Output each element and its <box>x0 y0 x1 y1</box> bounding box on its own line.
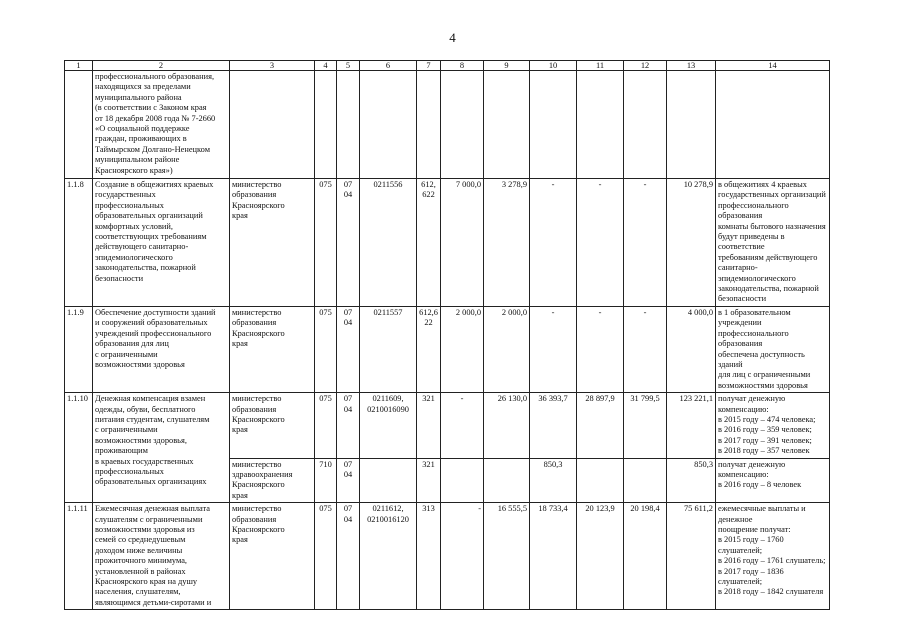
cell-result-line: в 2016 году – 8 человек <box>718 480 802 490</box>
cell-description-line: законодательства, пожарной <box>95 263 196 273</box>
header-row <box>65 61 830 71</box>
cell-administrator-line: Красноярского <box>232 328 285 338</box>
cell-administrator-line: образования <box>232 404 277 414</box>
cell-administrator-line: края <box>232 211 248 221</box>
cell-description-line: Таймырском Долгано-Ненецком <box>95 144 210 154</box>
cell-total: 4 000,0 <box>667 306 716 392</box>
cell-target-article-line: 0211609, <box>372 394 404 404</box>
cell-2014: 7 000,0 <box>441 179 484 307</box>
cell-result <box>716 503 830 610</box>
cell-description <box>93 393 230 503</box>
cell-col-10 <box>530 71 577 179</box>
cell-result-line: в 2018 году – 1842 слушателя <box>718 587 824 597</box>
cell-section-code: 07 04 <box>337 179 360 307</box>
cell-result-line: законодательства, пожарной <box>718 284 819 294</box>
cell-description-line: Ежемесячная денежная выплата <box>95 504 210 514</box>
cell-2016: 18 733,4 <box>530 503 577 610</box>
cell-expense-type <box>417 503 441 610</box>
cell-2015: 16 555,5 <box>484 503 530 610</box>
cell-description-line: «О социальной поддержке <box>95 124 190 134</box>
cell-description <box>93 71 230 179</box>
cell-col-9 <box>484 71 530 179</box>
cell-description-line: с ограниченными <box>95 425 158 435</box>
cell-administrator-line: министерство <box>232 180 282 189</box>
cell-2017: 20 123,9 <box>577 503 624 610</box>
cell-result <box>716 393 830 458</box>
cell-description-line: образовательных организациях <box>95 477 207 487</box>
cell-result-line: государственных организаций <box>718 190 826 200</box>
cell-result-line: для лиц с ограниченными <box>718 370 811 380</box>
cell-col-13 <box>667 71 716 179</box>
cell-administrator-line: образования <box>232 514 277 524</box>
cell-col-8 <box>441 71 484 179</box>
cell-result-line: возможностями здоровья <box>718 380 808 390</box>
cell-grbs-code: 075 <box>315 306 337 392</box>
table-row <box>65 306 830 392</box>
cell-administrator-line: образования <box>232 190 277 200</box>
cell-total: 10 278,9 <box>667 179 716 307</box>
cell-col-4 <box>315 71 337 179</box>
cell-result-line: обеспечена доступность зданий <box>718 349 805 369</box>
header-col-14: 14 <box>716 61 830 71</box>
cell-description-line: возможностями здоровья из <box>95 525 195 534</box>
cell-description-line: Красноярского края») <box>95 165 173 175</box>
cell-description-line: установленной в районах <box>95 566 186 576</box>
cell-target-article <box>360 393 417 458</box>
cell-administrator-line: министерство <box>232 504 282 514</box>
table-row-continuation <box>65 71 830 179</box>
cell-expense-type-line: 612,6 <box>419 307 438 317</box>
cell-2017 <box>577 458 624 503</box>
cell-col-12 <box>624 71 667 179</box>
cell-administrator <box>230 306 315 392</box>
header-col-4: 4 <box>315 61 337 71</box>
cell-col-14 <box>716 71 830 179</box>
cell-description-line: профессионального образования, <box>95 72 215 81</box>
table-row <box>65 503 830 610</box>
cell-total: 850,3 <box>667 458 716 503</box>
cell-2014 <box>441 458 484 503</box>
cell-description-line: слушателям с ограниченными <box>95 514 203 524</box>
cell-administrator-line: Красноярского <box>232 525 285 534</box>
cell-result-line: в 2015 году – 1760 слушателей; <box>718 535 784 555</box>
cell-description-line: Денежная компенсация взамен <box>95 394 206 404</box>
cell-administrator <box>230 458 315 503</box>
cell-result-line: получат денежную компенсацию: <box>718 459 786 479</box>
cell-target-article-line: 0211612, <box>372 504 404 514</box>
cell-administrator-line: министерство <box>232 394 282 404</box>
cell-description-line: в краевых государственных <box>95 456 194 466</box>
header-col-1: 1 <box>65 61 93 71</box>
cell-description-line: с ограниченными <box>95 349 158 359</box>
cell-2015: 2 000,0 <box>484 306 530 392</box>
cell-result-line: получат денежную компенсацию: <box>718 394 786 414</box>
cell-total: 75 611,2 <box>667 503 716 610</box>
cell-description-line: комфортных условий, <box>95 221 173 231</box>
table-row <box>65 393 830 458</box>
cell-description-line: образовательных организаций <box>95 211 203 221</box>
cell-description-line: одежды, обуви, бесплатного <box>95 404 196 414</box>
header-col-12: 12 <box>624 61 667 71</box>
header-col-5: 5 <box>337 61 360 71</box>
cell-section-code: 07 04 <box>337 306 360 392</box>
cell-id: 1.1.10 <box>65 393 93 503</box>
cell-description-line: профессиональных <box>95 200 164 210</box>
cell-description-line: от 18 декабря 2008 года № 7-2660 <box>95 113 216 123</box>
cell-target-article <box>360 503 417 610</box>
cell-result-line: требованиям действующего <box>718 252 818 262</box>
cell-result-line: в 2018 году – 357 человек <box>718 446 810 456</box>
cell-description-line: эпидемиологического <box>95 252 173 262</box>
cell-expense-type-line: 22 <box>424 318 433 328</box>
cell-description-line: соответствующих требованиям <box>95 232 207 242</box>
cell-expense-type-line: 321 <box>422 459 435 469</box>
cell-section-code: 07 04 <box>337 393 360 458</box>
cell-2017: 28 897,9 <box>577 393 624 458</box>
cell-result <box>716 306 830 392</box>
header-col-9: 9 <box>484 61 530 71</box>
cell-administrator-line: края <box>232 339 248 349</box>
cell-grbs-code: 710 <box>315 458 337 503</box>
cell-grbs-code: 075 <box>315 393 337 458</box>
cell-target-article <box>360 179 417 307</box>
header-col-11: 11 <box>577 61 624 71</box>
cell-result-line: в 2016 году – 359 человек; <box>718 425 812 435</box>
header-col-6: 6 <box>360 61 417 71</box>
cell-description-line: проживающим <box>95 446 148 456</box>
cell-2014: - <box>441 393 484 458</box>
cell-expense-type <box>417 306 441 392</box>
cell-description-line: учреждений профессионального <box>95 328 212 338</box>
cell-administrator-line: края <box>232 425 248 435</box>
cell-2015: 3 278,9 <box>484 179 530 307</box>
cell-description-line: питания студентам, слушателям <box>95 414 210 424</box>
cell-administrator-line: министерство <box>232 459 282 469</box>
cell-expense-type-line: 622 <box>422 190 435 200</box>
cell-description-line: профессиональных <box>95 466 164 476</box>
cell-description-line: муниципального района <box>95 92 182 102</box>
cell-description-line: доходом ниже величины <box>95 545 183 555</box>
cell-administrator <box>230 393 315 458</box>
program-table <box>64 60 830 610</box>
cell-result-line: профессионального образования <box>718 200 789 221</box>
cell-description-line: прожиточного минимума, <box>95 556 188 566</box>
cell-administrator-line: здравоохранения <box>232 469 293 479</box>
cell-2015 <box>484 458 530 503</box>
cell-grbs-code: 075 <box>315 179 337 307</box>
cell-total: 123 221,1 <box>667 393 716 458</box>
cell-target-article-line: 0210016120 <box>367 514 409 524</box>
cell-description-line: населения, слушателям, <box>95 587 181 597</box>
header-col-7: 7 <box>417 61 441 71</box>
cell-id <box>65 71 93 179</box>
cell-administrator-line: министерство <box>232 307 282 317</box>
cell-description-line: образования для лиц <box>95 339 169 349</box>
cell-description-line: (в соответствии с Законом края <box>95 103 207 113</box>
cell-result-line: ежемесячные выплаты и денежное <box>718 504 806 524</box>
cell-2014: 2 000,0 <box>441 306 484 392</box>
cell-expense-type <box>417 179 441 307</box>
cell-administrator-line: Красноярского <box>232 414 285 424</box>
cell-description-line: Красноярского края на душу <box>95 577 198 587</box>
cell-expense-type <box>417 458 441 503</box>
cell-result <box>716 179 830 307</box>
cell-result-line: в 2017 году – 1836 слушателей; <box>718 566 784 587</box>
cell-target-article-line: 0211557 <box>373 307 403 317</box>
cell-2017: - <box>577 306 624 392</box>
cell-expense-type-line: 612, <box>421 180 436 189</box>
header-col-8: 8 <box>441 61 484 71</box>
cell-section-code: 07 04 <box>337 503 360 610</box>
cell-result-line: в 2015 году – 474 человека; <box>718 414 816 424</box>
cell-administrator-line: образования <box>232 318 277 328</box>
cell-description-line: семей со среднедушевым <box>95 535 186 545</box>
cell-result-line: профессионального образования <box>718 328 789 349</box>
cell-administrator-line: края <box>232 490 248 500</box>
cell-expense-type <box>417 393 441 458</box>
cell-description <box>93 306 230 392</box>
cell-result-line: безопасности <box>718 294 767 304</box>
cell-description-line: являющимся детьми-сиротами и <box>95 597 212 607</box>
cell-section-code: 07 04 <box>337 458 360 503</box>
cell-description-line: возможностями здоровья <box>95 359 185 369</box>
header-col-13: 13 <box>667 61 716 71</box>
cell-description <box>93 179 230 307</box>
cell-result-line: комнаты бытового назначения <box>718 221 826 231</box>
cell-description-line: государственных <box>95 190 156 200</box>
cell-description-line: муниципальном районе <box>95 155 180 165</box>
cell-expense-type-line: 313 <box>422 504 435 514</box>
cell-description-line: находящихся за пределами <box>95 82 191 92</box>
cell-target-article <box>360 458 417 503</box>
cell-2018: - <box>624 306 667 392</box>
cell-target-article-line: 0211556 <box>373 180 403 189</box>
cell-result-line: в 1 образовательном учреждении <box>718 307 791 328</box>
cell-id: 1.1.11 <box>65 503 93 610</box>
table-row <box>65 179 830 307</box>
cell-description-line: Обеспечение доступности зданий <box>95 307 216 317</box>
cell-result-line: будут приведены в соответствие <box>718 232 785 252</box>
cell-description-line: действующего санитарно- <box>95 242 189 252</box>
cell-col-11 <box>577 71 624 179</box>
header-col-10: 10 <box>530 61 577 71</box>
cell-result-line: в 2017 году – 391 человек; <box>718 435 812 445</box>
cell-col-7 <box>417 71 441 179</box>
cell-administrator-line: Красноярского <box>232 480 285 490</box>
cell-description-line: безопасности <box>95 273 144 283</box>
cell-expense-type-line: 321 <box>422 394 435 404</box>
cell-2018: 20 198,4 <box>624 503 667 610</box>
page-number: 4 <box>449 30 456 45</box>
header-col-2: 2 <box>93 61 230 71</box>
cell-administrator-line: края <box>232 535 248 545</box>
cell-description-line: и сооружений образовательных <box>95 318 208 328</box>
cell-2016: - <box>530 306 577 392</box>
cell-description-line: возможностями здоровья, <box>95 435 187 445</box>
cell-administrator-line: Красноярского <box>232 200 285 210</box>
cell-target-article <box>360 306 417 392</box>
cell-description-line: Создание в общежитиях краевых <box>95 180 214 189</box>
cell-2018: - <box>624 179 667 307</box>
cell-2015: 26 130,0 <box>484 393 530 458</box>
cell-administrator <box>230 503 315 610</box>
cell-2016: - <box>530 179 577 307</box>
cell-id: 1.1.8 <box>65 179 93 307</box>
cell-2016: 36 393,7 <box>530 393 577 458</box>
cell-result-line: санитарно-эпидемиологического <box>718 263 796 283</box>
cell-administrator <box>230 179 315 307</box>
cell-result-line: в 2016 году – 1761 слушатель; <box>718 556 826 566</box>
cell-target-article-line: 0210016090 <box>367 404 409 414</box>
cell-result <box>716 458 830 503</box>
cell-2014: - <box>441 503 484 610</box>
cell-2018 <box>624 458 667 503</box>
cell-col-5 <box>337 71 360 179</box>
cell-description <box>93 503 230 610</box>
cell-description-line: граждан, проживающих в <box>95 134 187 144</box>
header-col-3: 3 <box>230 61 315 71</box>
cell-col-6 <box>360 71 417 179</box>
cell-result-line: поощрение получат: <box>718 525 791 534</box>
cell-grbs-code: 075 <box>315 503 337 610</box>
cell-2018: 31 799,5 <box>624 393 667 458</box>
cell-2016: 850,3 <box>530 458 577 503</box>
cell-id: 1.1.9 <box>65 306 93 392</box>
cell-2017: - <box>577 179 624 307</box>
cell-result-line: в общежитиях 4 краевых <box>718 180 807 189</box>
cell-col-3 <box>230 71 315 179</box>
